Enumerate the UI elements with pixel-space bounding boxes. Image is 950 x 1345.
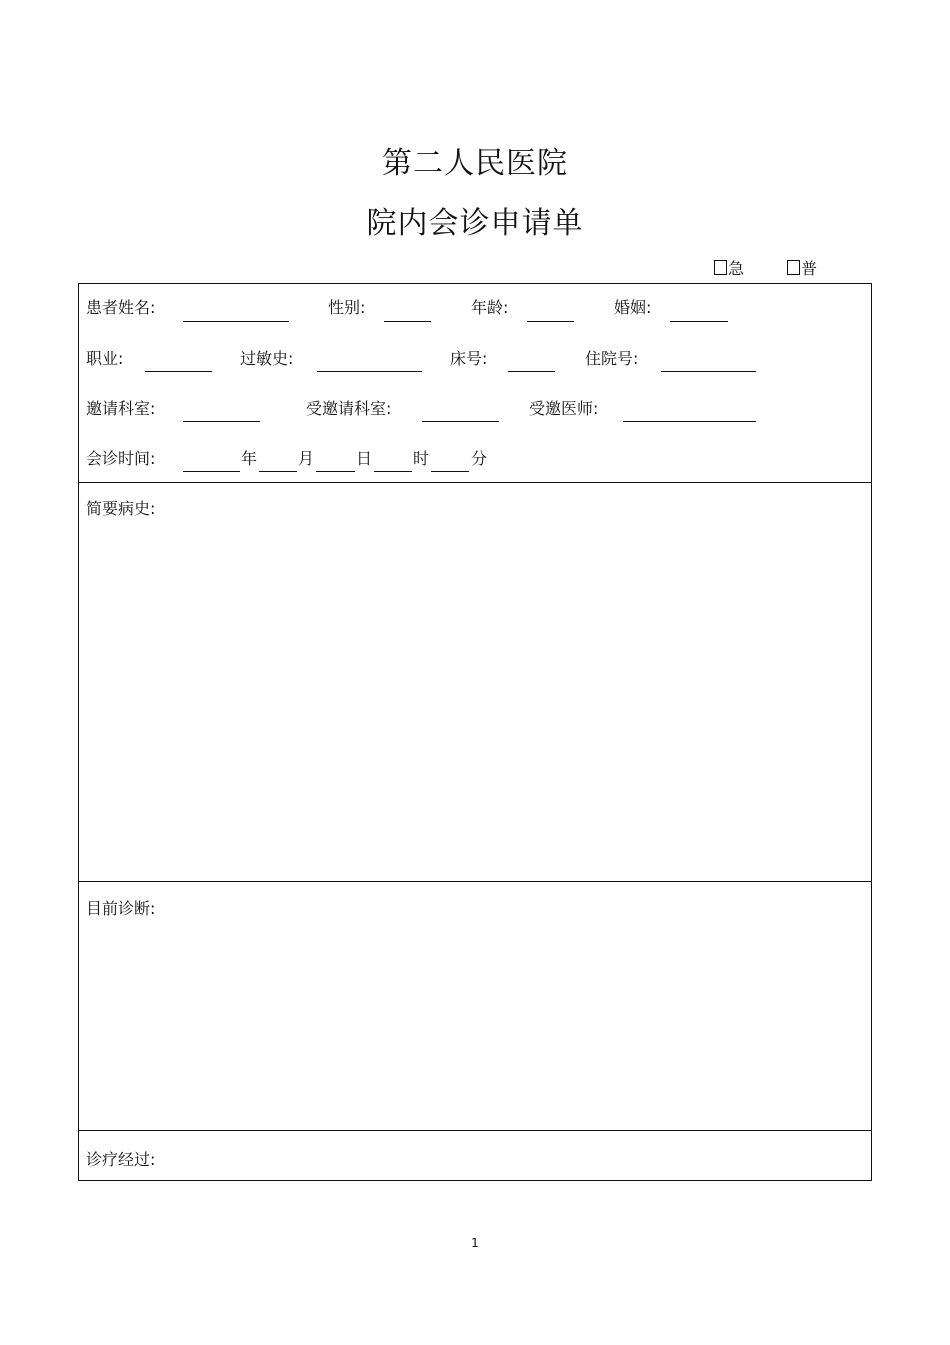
allergy-label: 过敏史: (240, 349, 294, 368)
bed-field[interactable] (508, 371, 555, 372)
treatment-process-section[interactable] (79, 1130, 871, 1182)
urgent-label: 急 (728, 259, 745, 278)
normal-option[interactable] (787, 256, 817, 279)
history-label: 简要病史: (86, 499, 156, 518)
inviting-dept-label: 邀请科室: (86, 399, 156, 418)
patient-name-field[interactable] (183, 321, 289, 322)
consult-year-field[interactable] (183, 471, 240, 472)
patient-info-section (79, 284, 871, 482)
consult-time-label: 会诊时间: (86, 449, 156, 468)
marriage-label: 婚姻: (614, 298, 652, 317)
consult-minute-field[interactable] (431, 471, 469, 472)
urgent-checkbox[interactable] (714, 260, 727, 275)
urgent-option[interactable] (714, 256, 744, 279)
allergy-field[interactable] (317, 371, 422, 372)
normal-label: 普 (801, 259, 818, 278)
marriage-field[interactable] (670, 321, 728, 322)
diagnosis-label: 目前诊断: (86, 899, 156, 918)
invited-dept-field[interactable] (422, 421, 499, 422)
inviting-dept-field[interactable] (183, 421, 260, 422)
hour-unit: 时 (413, 449, 430, 468)
treatment-process-label: 诊疗经过: (86, 1150, 156, 1169)
history-section[interactable] (79, 482, 871, 881)
day-unit: 日 (356, 449, 373, 468)
admission-number-label: 住院号: (585, 349, 639, 368)
hospital-name: 第二人民医院 (382, 146, 568, 181)
patient-name-label: 患者姓名: (86, 298, 156, 317)
form-title: 院内会诊申请单 (366, 206, 584, 241)
minute-unit: 分 (471, 449, 488, 468)
admission-number-field[interactable] (661, 371, 756, 372)
gender-field[interactable] (384, 321, 431, 322)
year-unit: 年 (241, 449, 258, 468)
consult-hour-field[interactable] (374, 471, 412, 472)
diagnosis-section[interactable] (79, 881, 871, 1130)
occupation-label: 职业: (86, 349, 124, 368)
gender-label: 性别: (328, 298, 366, 317)
invited-doctor-label: 受邀医师: (529, 399, 599, 418)
age-field[interactable] (527, 321, 574, 322)
occupation-field[interactable] (145, 371, 212, 372)
bed-label: 床号: (450, 349, 488, 368)
invited-doctor-field[interactable] (623, 421, 756, 422)
age-label: 年龄: (471, 298, 509, 317)
month-unit: 月 (298, 449, 315, 468)
normal-checkbox[interactable] (787, 260, 800, 275)
page-number: 1 (471, 1236, 479, 1250)
consult-day-field[interactable] (316, 471, 355, 472)
invited-dept-label: 受邀请科室: (306, 399, 392, 418)
consultation-form (78, 283, 872, 1181)
consult-month-field[interactable] (259, 471, 297, 472)
